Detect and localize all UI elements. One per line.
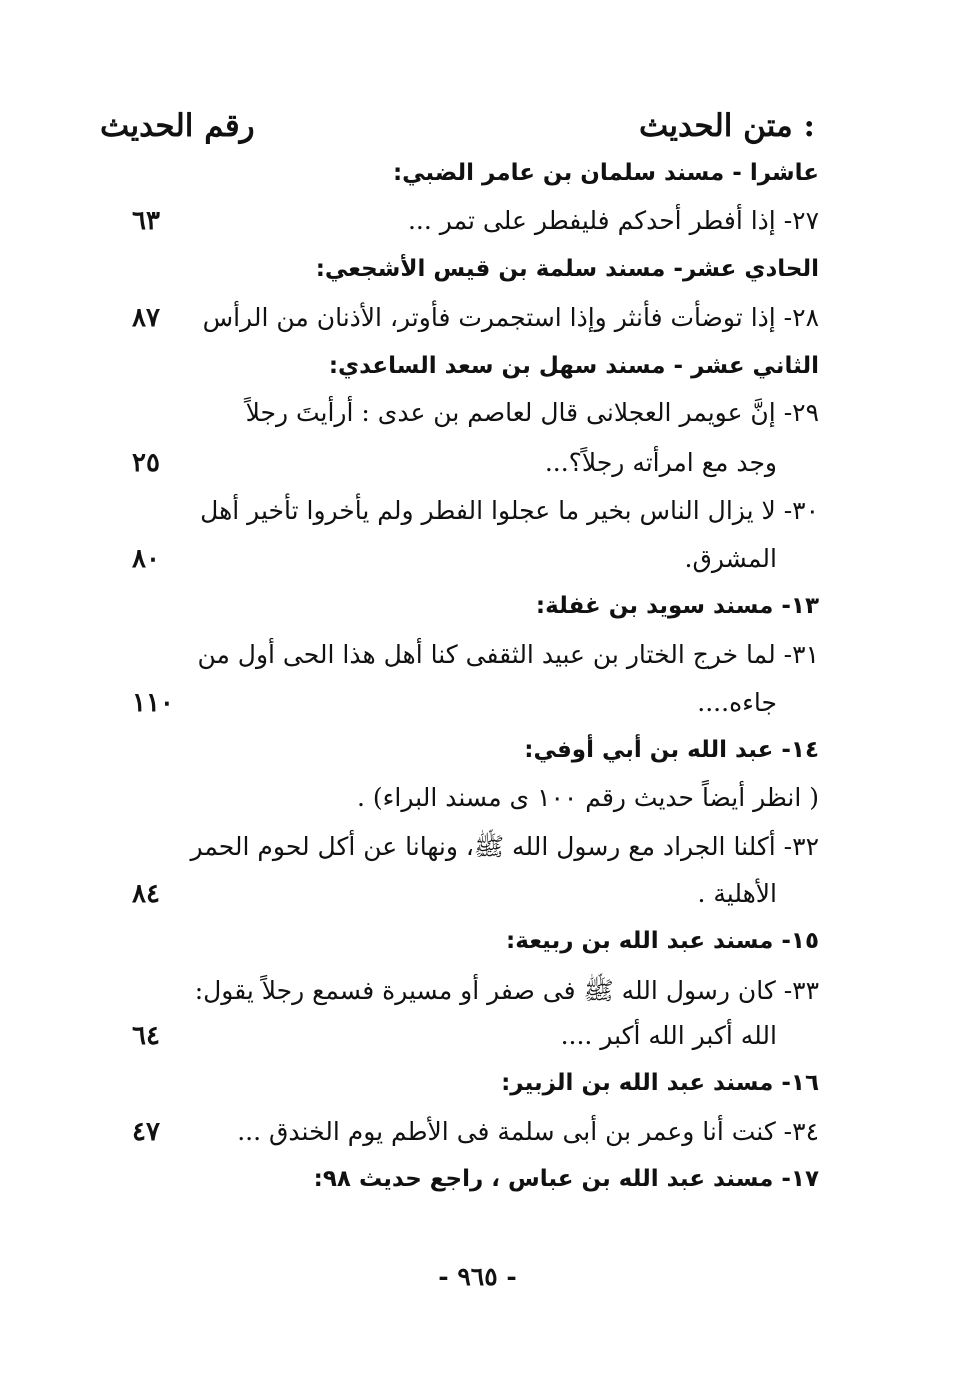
- hadith-reference-number: ٤٧: [132, 1117, 160, 1147]
- section-heading: الحادي عشر- مسند سلمة بن قيس الأشجعي:: [315, 256, 819, 282]
- hadith-line: ٣٠- لا يزال الناس بخير ما عجلوا الفطر ولم يأخروا تأخير أهل: [200, 496, 819, 525]
- hadith-number-column-header: رقم الحديث: [100, 108, 255, 144]
- hadith-reference-number: ٨٠: [132, 544, 160, 574]
- hadith-reference-number: ٨٤: [132, 879, 160, 909]
- hadith-line: ( انظر أيضاً حديث رقم ١٠٠ ى مسند البراء) .: [357, 783, 819, 812]
- section-heading: ١٦- مسند عبد الله بن الزبير:: [501, 1070, 819, 1096]
- hadith-line: الأهلية .: [697, 879, 777, 908]
- hadith-line: المشرق.: [684, 544, 777, 573]
- hadith-reference-number: ٢٥: [132, 448, 160, 478]
- hadith-line: ٢٧- إذا أفطر أحدكم فليفطر على تمر ...: [407, 206, 819, 235]
- hadith-line: الله أكبر الله أكبر ....: [560, 1021, 777, 1050]
- section-heading: عاشرا - مسند سلمان بن عامر الضبي:: [392, 160, 819, 186]
- hadith-reference-number: ٨٧: [132, 303, 160, 333]
- section-heading: ١٤- عبد الله بن أبي أوفي:: [524, 737, 819, 763]
- hadith-line: وجد مع امرأته رجلاً؟...: [544, 448, 777, 477]
- hadith-reference-number: ١١٠: [132, 688, 174, 718]
- hadith-line: ٣٣- كان رسول الله ﷺ فى صفر أو مسيرة فسمع رجلاً يقول:: [194, 976, 819, 1005]
- hadith-line: ٢٨- إذا توضأت فأنثر وإذا استجمرت فأوتر، الأذنان من الرأس: [202, 303, 819, 332]
- hadith-line: ٣١- لما خرج الختار بن عبيد الثقفى كنا أهل هذا الحى أول من: [197, 640, 819, 669]
- page-number: - ٩٦٥ -: [438, 1262, 517, 1291]
- hadith-line: جاءه....: [697, 688, 777, 717]
- section-heading: ١٣- مسند سويد بن غفلة:: [535, 593, 819, 619]
- section-heading: ١٧- مسند عبد الله بن عباس ، راجع حديث ٩٨:: [313, 1166, 819, 1192]
- section-heading: الثاني عشر - مسند سهل بن سعد الساعدي:: [328, 353, 819, 379]
- hadith-text-column-header: متن الحديث :: [638, 108, 815, 144]
- section-heading: ١٥- مسند عبد الله بن ربيعة:: [506, 928, 819, 954]
- hadith-line: ٣٤- كنت أنا وعمر بن أبى سلمة فى الأطم يوم الخندق ...: [237, 1117, 819, 1146]
- hadith-line: ٢٩- إنَّ عويمر العجلانى قال لعاصم بن عدى : أرأيتَ رجلاً: [245, 398, 819, 427]
- hadith-reference-number: ٦٣: [132, 206, 160, 236]
- hadith-line: ٣٢- أكلنا الجراد مع رسول الله ﷺ، ونهانا عن أكل لحوم الحمر: [190, 832, 819, 861]
- hadith-reference-number: ٦٤: [132, 1021, 160, 1051]
